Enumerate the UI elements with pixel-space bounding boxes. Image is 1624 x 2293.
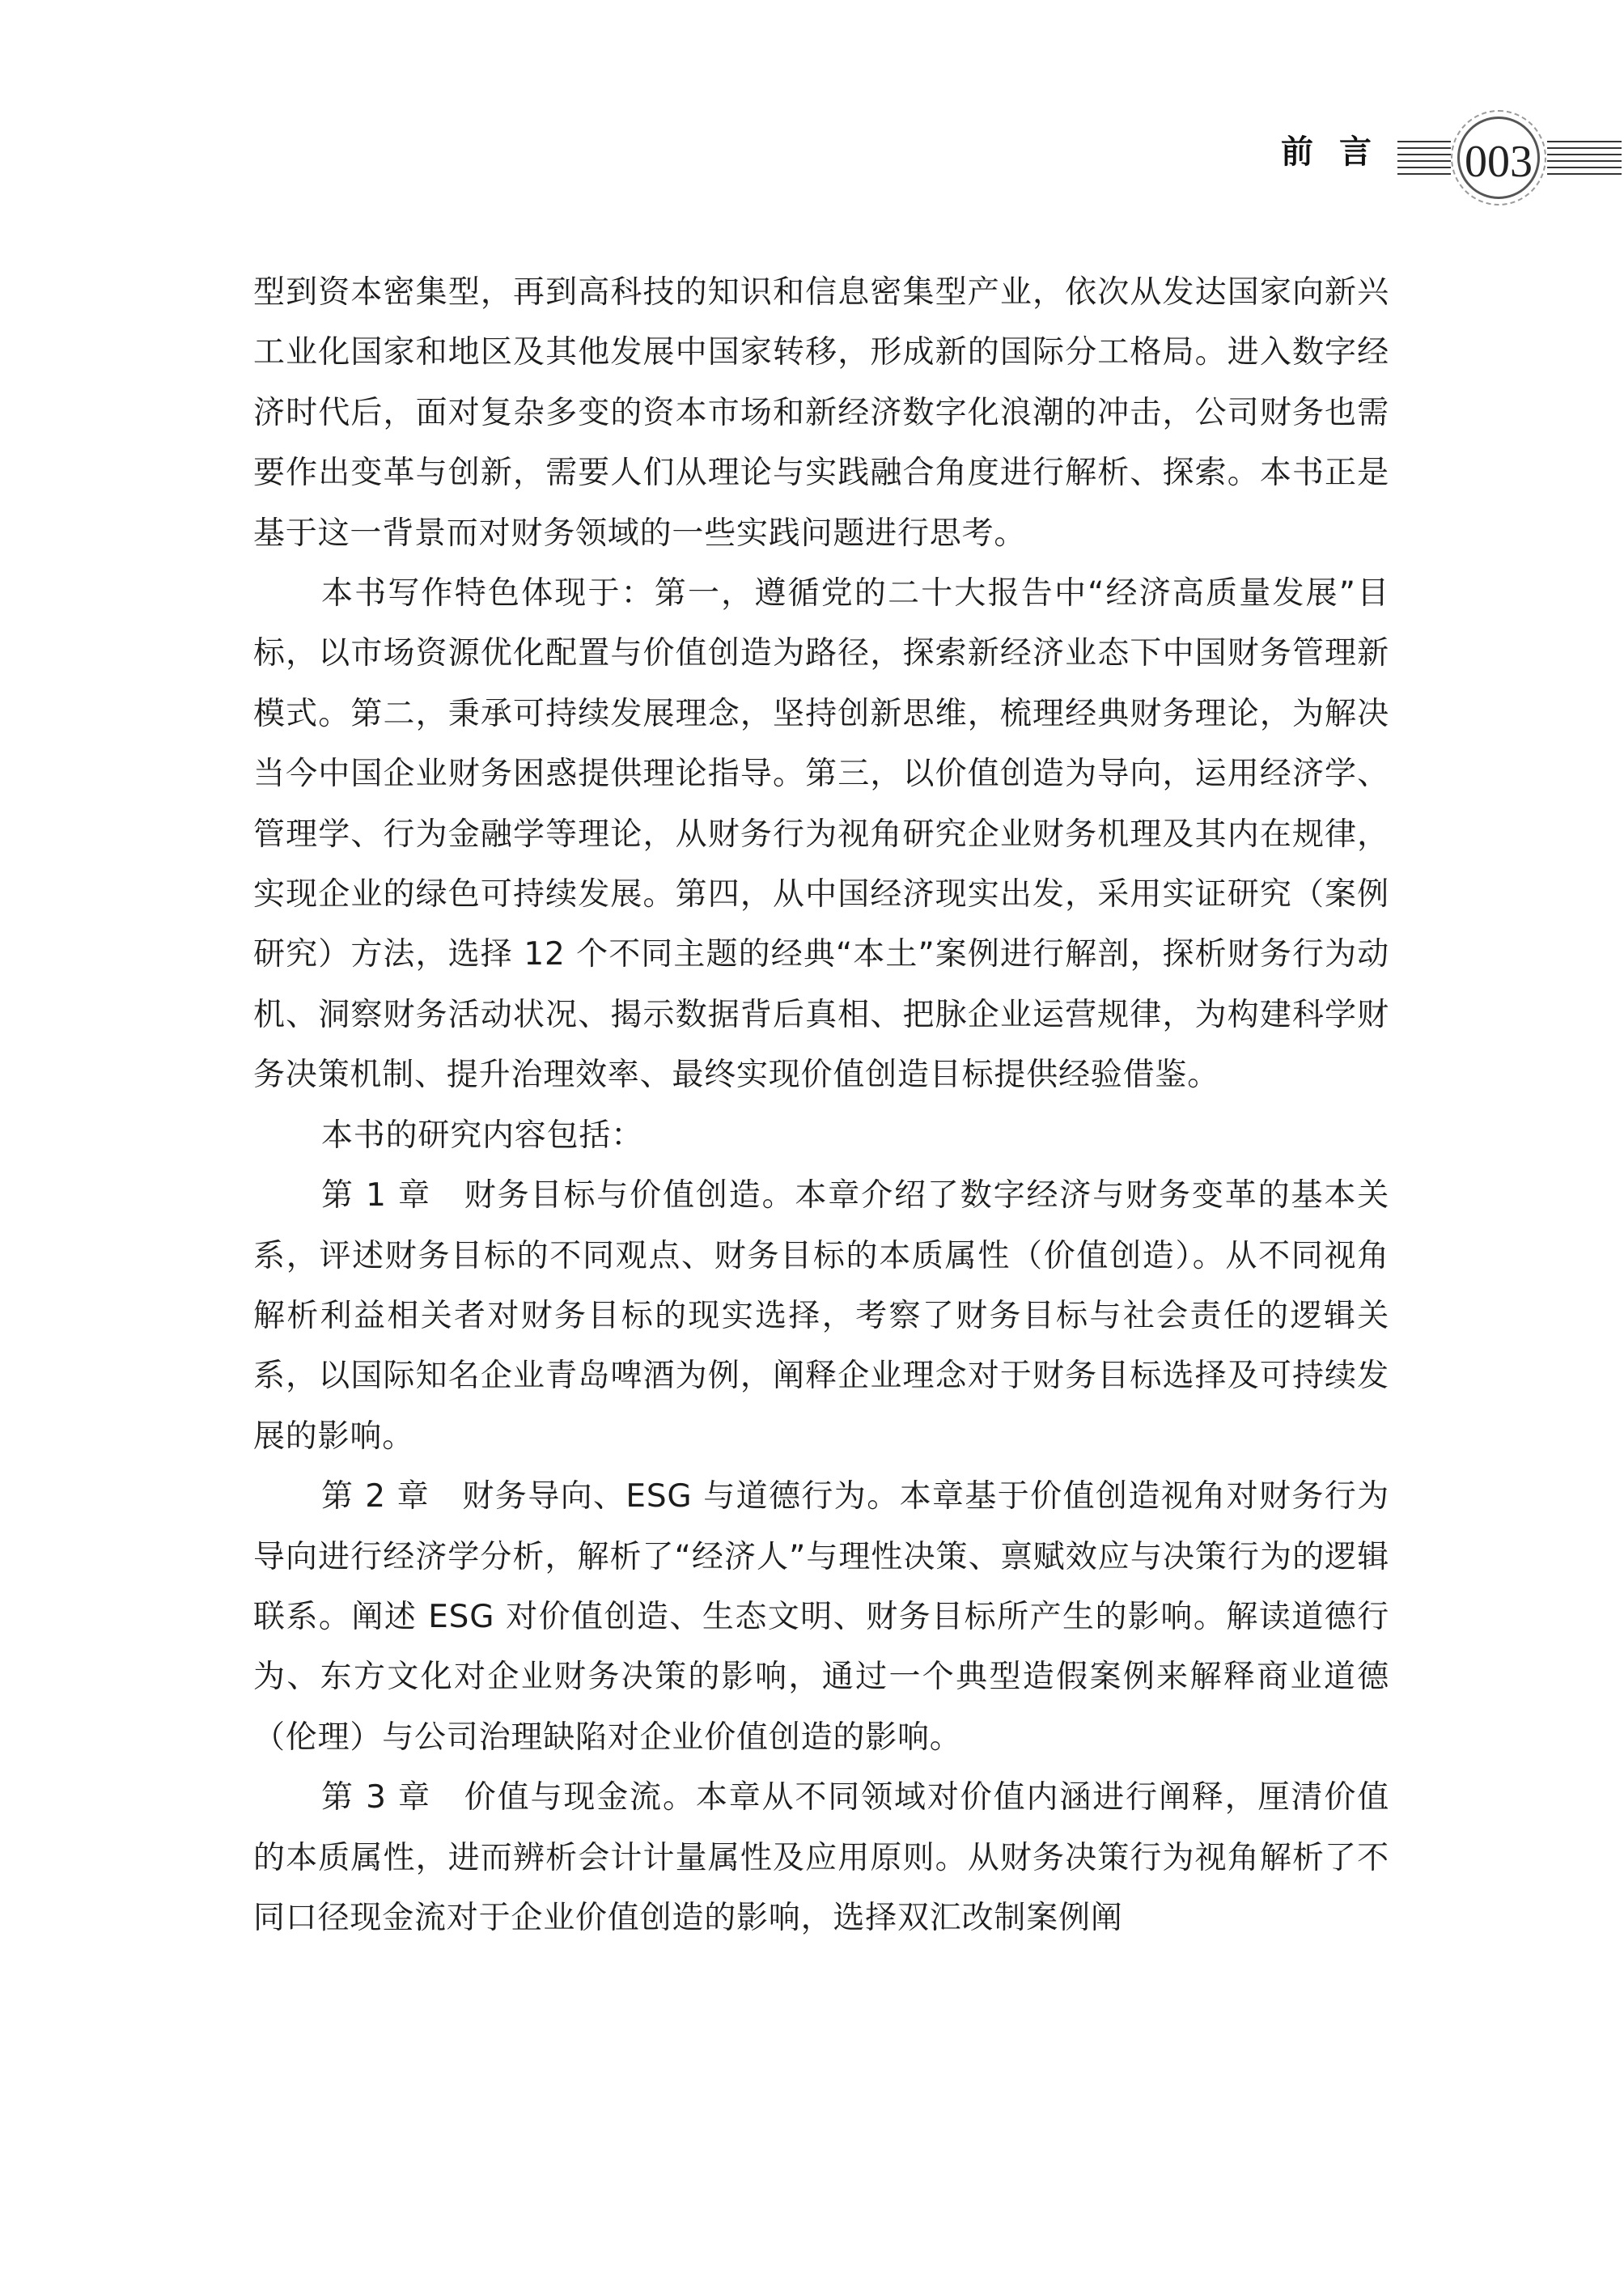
paragraph-continuation: 型到资本密集型，再到高科技的知识和信息密集型产业，依次从发达国家向新兴工业化国家和地区及其他发展中国家转移，形成新的国际分工格局。进入数字经济时代后，面对复杂多变的资本市场和新经济数字化浪潮的冲击，公司财务也需要作出变革与创新，需要人们从理论与实践融合角度进行解析、探索。本书正是基于这一背景而对财务领域的一些实践问题进行思考。 xyxy=(253,274,1389,552)
running-header xyxy=(0,0,1624,243)
header-rule-left xyxy=(1397,137,1451,179)
page-body xyxy=(253,263,1389,1948)
chapter-title: 前言 xyxy=(1281,134,1397,171)
paragraph-chapter-1: 第 1 章 财务目标与价值创造。本章介绍了数字经济与财务变革的基本关系，评述财务目标的不同观点、财务目标的本质属性（价值创造）。从不同视角解析利益相关者对财务目标的现实选择，考察了财务目标与社会责任的逻辑关系，以国际知名企业青岛啤酒为例，阐释企业理念对于财务目标选择及可持续发展的影响。 xyxy=(253,1177,1389,1455)
paragraph-contents-intro: 本书的研究内容包括： xyxy=(321,1117,644,1154)
header-rule-right xyxy=(1547,137,1622,179)
paragraph-writing-features: 本书写作特色体现于：第一，遵循党的二十大报告中“经济高质量发展”目标，以市场资源优化配置与价值创造为路径，探索新经济业态下中国财务管理新模式。第二，秉承可持续发展理念，坚持创新思维，梳理经典财务理论，为解决当今中国企业财务困惑提供理论指导。第三，以价值创造为导向，运用经济学、管理学、行为金融学等理论，从财务行为视角研究企业财务机理及其内在规律，实现企业的绿色可持续发展。第四，从中国经济现实出发，采用实证研究（案例研究）方法，选择 12 个不同主题的经典“本土”案例进行解剖，探析财务行为动机、洞察财务活动状况、揭示数据背后真相、把脉企业运营规律，为构建科学财务决策机制、提升治理效率、最终实现价值创造目标提供经验借鉴。 xyxy=(253,575,1389,1094)
paragraph-chapter-3: 第 3 章 价值与现金流。本章从不同领域对价值内涵进行阐释，厘清价值的本质属性，进而辨析会计计量属性及应用原则。从财务决策行为视角解析了不同口径现金流对于企业价值创造的影响，选择双汇改制案例阐 xyxy=(253,1779,1389,1936)
paragraph-chapter-2: 第 2 章 财务导向、ESG 与道德行为。本章基于价值创造视角对财务行为导向进行经济学分析，解析了“经济人”与理性决策、禀赋效应与决策行为的逻辑联系。阐述 ESG 对价值创造、生态文明、财务目标所产生的影响。解读道德行为、东方文化对企业财务决策的影响，通过一个典型造假案例来解释商业道德（伦理）与公司治理缺陷对企业价值创造的影响。 xyxy=(253,1478,1389,1756)
page-number-badge xyxy=(1451,110,1546,206)
page-number: 003 xyxy=(1465,137,1533,187)
